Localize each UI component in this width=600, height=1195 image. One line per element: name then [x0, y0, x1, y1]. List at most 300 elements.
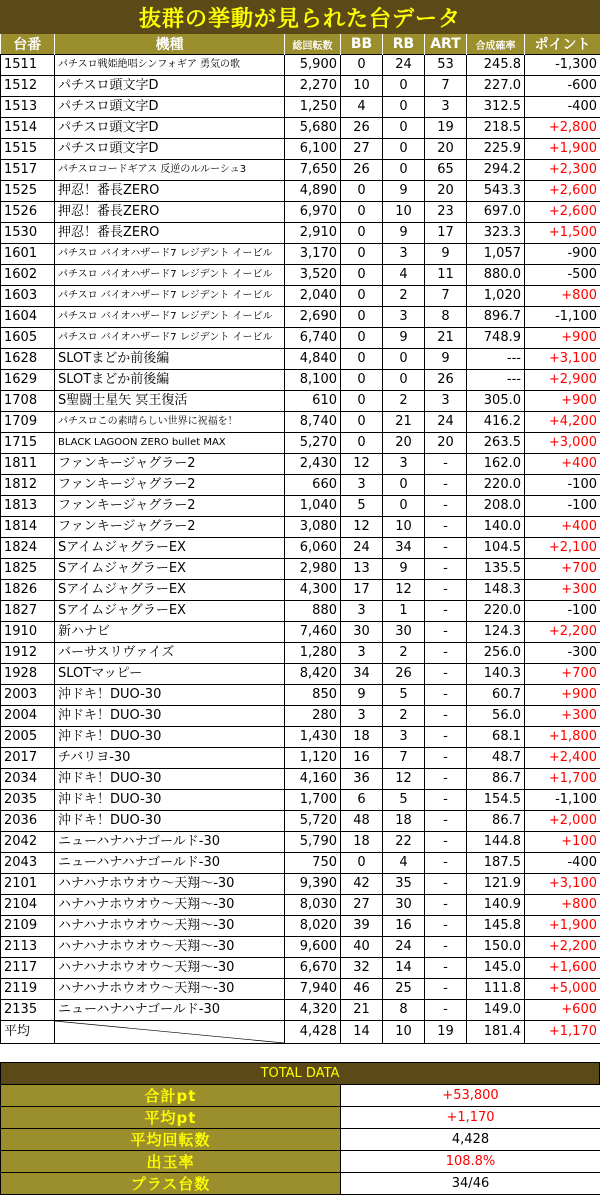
row-rb: 22	[383, 832, 425, 853]
row-art: -	[425, 727, 467, 748]
row-spins: 6,670	[285, 958, 341, 979]
total-row	[1, 1085, 600, 1107]
row-bb: 21	[341, 1000, 383, 1021]
row-point: +1,700	[525, 769, 600, 790]
row-spins: 1,700	[285, 790, 341, 811]
row-art: 20	[425, 433, 467, 454]
table-row	[1, 244, 600, 265]
row-rb: 4	[383, 853, 425, 874]
row-point: +2,900	[525, 370, 600, 391]
row-point: +2,300	[525, 160, 600, 181]
row-no: 1603	[1, 286, 55, 307]
row-art: -	[425, 580, 467, 601]
row-bb: 5	[341, 496, 383, 517]
table-row	[1, 517, 600, 538]
row-bb: 0	[341, 265, 383, 286]
row-machine-name: SアイムジャグラーEX	[55, 538, 285, 559]
header-rb: RB	[383, 34, 425, 55]
row-bb: 12	[341, 517, 383, 538]
table-row	[1, 979, 600, 1000]
row-no: 1526	[1, 202, 55, 223]
row-machine-name: ファンキージャグラー2	[55, 475, 285, 496]
table-row	[1, 181, 600, 202]
row-machine-name: パチスロコードギアス 反逆のルルーシュ3	[55, 160, 285, 181]
row-rb: 2	[383, 391, 425, 412]
row-machine-name: ハナハナホウオウ～天翔～-30	[55, 937, 285, 958]
average-label: 平均	[1, 1021, 55, 1044]
row-art: -	[425, 748, 467, 769]
table-row	[1, 307, 600, 328]
row-rate: 60.7	[467, 685, 525, 706]
row-machine-name: パチスロ頭文字D	[55, 97, 285, 118]
row-art: -	[425, 832, 467, 853]
row-rate: 220.0	[467, 601, 525, 622]
row-rb: 18	[383, 811, 425, 832]
row-rb: 26	[383, 664, 425, 685]
row-rb: 35	[383, 874, 425, 895]
row-art: 9	[425, 244, 467, 265]
row-spins: 4,840	[285, 349, 341, 370]
table-row	[1, 643, 600, 664]
row-no: 1512	[1, 76, 55, 97]
row-spins: 8,420	[285, 664, 341, 685]
table-row	[1, 685, 600, 706]
average-row	[1, 1021, 600, 1044]
row-spins: 2,270	[285, 76, 341, 97]
row-art: -	[425, 643, 467, 664]
table-row	[1, 622, 600, 643]
row-spins: 1,040	[285, 496, 341, 517]
row-rate: 121.9	[467, 874, 525, 895]
row-point: +700	[525, 664, 600, 685]
table-row	[1, 223, 600, 244]
row-spins: 6,740	[285, 328, 341, 349]
row-point: +2,200	[525, 937, 600, 958]
row-machine-name: ファンキージャグラー2	[55, 496, 285, 517]
row-machine-name: パチスロ バイオハザード7 レジデント イービル	[55, 244, 285, 265]
row-machine-name: ニューハナハナゴールド-30	[55, 853, 285, 874]
row-point: +4,200	[525, 412, 600, 433]
row-point: -400	[525, 97, 600, 118]
row-art: -	[425, 496, 467, 517]
row-machine-name: SLOTまどか前後編	[55, 370, 285, 391]
row-rate: 86.7	[467, 769, 525, 790]
row-point: -100	[525, 601, 600, 622]
row-no: 2005	[1, 727, 55, 748]
row-bb: 26	[341, 160, 383, 181]
row-bb: 16	[341, 748, 383, 769]
row-machine-name: ニューハナハナゴールド-30	[55, 832, 285, 853]
table-row	[1, 1000, 600, 1021]
table-row	[1, 328, 600, 349]
table-row	[1, 559, 600, 580]
row-no: 1910	[1, 622, 55, 643]
row-machine-name: パチスロこの素晴らしい世界に祝福を！	[55, 412, 285, 433]
table-row	[1, 958, 600, 979]
table-row	[1, 832, 600, 853]
total-value: +53,800	[341, 1085, 600, 1107]
row-spins: 1,280	[285, 643, 341, 664]
row-bb: 0	[341, 181, 383, 202]
table-row	[1, 391, 600, 412]
row-bb: 0	[341, 433, 383, 454]
row-no: 2135	[1, 1000, 55, 1021]
row-rb: 0	[383, 349, 425, 370]
row-rb: 24	[383, 937, 425, 958]
row-rb: 3	[383, 244, 425, 265]
row-point: -100	[525, 496, 600, 517]
header-no: 台番	[1, 34, 55, 55]
row-rate: 697.0	[467, 202, 525, 223]
row-point: +700	[525, 559, 600, 580]
row-machine-name: パチスロ バイオハザード7 レジデント イービル	[55, 265, 285, 286]
row-spins: 1,120	[285, 748, 341, 769]
row-spins: 8,030	[285, 895, 341, 916]
row-art: -	[425, 979, 467, 1000]
row-art: 3	[425, 97, 467, 118]
row-no: 2042	[1, 832, 55, 853]
row-point: +1,500	[525, 223, 600, 244]
header-rate: 合成確率	[467, 34, 525, 55]
row-no: 2034	[1, 769, 55, 790]
row-machine-name: ハナハナホウオウ～天翔～-30	[55, 979, 285, 1000]
row-machine-name: BLACK LAGOON ZERO bullet MAX	[55, 433, 285, 454]
row-no: 1530	[1, 223, 55, 244]
row-art: -	[425, 874, 467, 895]
row-rate: 144.8	[467, 832, 525, 853]
row-no: 1628	[1, 349, 55, 370]
row-spins: 6,970	[285, 202, 341, 223]
row-spins: 5,790	[285, 832, 341, 853]
row-bb: 0	[341, 349, 383, 370]
row-point: +2,600	[525, 181, 600, 202]
row-art: 20	[425, 181, 467, 202]
row-point: +400	[525, 454, 600, 475]
row-rb: 16	[383, 916, 425, 937]
row-bb: 40	[341, 937, 383, 958]
table-row	[1, 916, 600, 937]
row-rb: 0	[383, 118, 425, 139]
row-rate: ---	[467, 370, 525, 391]
table-row	[1, 706, 600, 727]
row-rate: 323.3	[467, 223, 525, 244]
row-rate: 227.0	[467, 76, 525, 97]
row-point: -300	[525, 643, 600, 664]
row-no: 1513	[1, 97, 55, 118]
total-label: 出玉率	[1, 1151, 341, 1173]
row-rb: 7	[383, 748, 425, 769]
row-art: 20	[425, 139, 467, 160]
row-rb: 34	[383, 538, 425, 559]
row-bb: 34	[341, 664, 383, 685]
table-row	[1, 97, 600, 118]
row-machine-name: SアイムジャグラーEX	[55, 601, 285, 622]
row-bb: 0	[341, 223, 383, 244]
row-no: 2113	[1, 937, 55, 958]
row-spins: 7,650	[285, 160, 341, 181]
row-art: -	[425, 622, 467, 643]
table-row	[1, 433, 600, 454]
total-label: 平均回転数	[1, 1129, 341, 1151]
row-bb: 46	[341, 979, 383, 1000]
row-bb: 0	[341, 55, 383, 76]
row-no: 2117	[1, 958, 55, 979]
row-spins: 2,040	[285, 286, 341, 307]
row-rate: 187.5	[467, 853, 525, 874]
row-bb: 0	[341, 244, 383, 265]
row-rate: 48.7	[467, 748, 525, 769]
row-machine-name: 新ハナビ	[55, 622, 285, 643]
row-no: 1511	[1, 55, 55, 76]
row-no: 2003	[1, 685, 55, 706]
row-art: -	[425, 895, 467, 916]
row-bb: 24	[341, 538, 383, 559]
row-rate: 86.7	[467, 811, 525, 832]
row-rb: 14	[383, 958, 425, 979]
row-no: 1517	[1, 160, 55, 181]
table-body	[1, 55, 600, 1021]
row-no: 1514	[1, 118, 55, 139]
row-point: +2,000	[525, 811, 600, 832]
row-rate: 124.3	[467, 622, 525, 643]
row-point: -900	[525, 244, 600, 265]
row-rb: 2	[383, 706, 425, 727]
row-spins: 2,910	[285, 223, 341, 244]
row-bb: 27	[341, 139, 383, 160]
row-rate: 149.0	[467, 1000, 525, 1021]
row-art: -	[425, 790, 467, 811]
table-row	[1, 853, 600, 874]
row-spins: 5,900	[285, 55, 341, 76]
row-point: +600	[525, 1000, 600, 1021]
row-rate: 1,057	[467, 244, 525, 265]
row-machine-name: 沖ドキ！DUO-30	[55, 727, 285, 748]
table-row	[1, 76, 600, 97]
row-rate: 150.0	[467, 937, 525, 958]
table-row	[1, 811, 600, 832]
row-rb: 30	[383, 895, 425, 916]
row-rate: 68.1	[467, 727, 525, 748]
row-no: 2004	[1, 706, 55, 727]
row-bb: 0	[341, 307, 383, 328]
row-art: -	[425, 454, 467, 475]
average-bb: 14	[341, 1021, 383, 1044]
row-art: -	[425, 685, 467, 706]
header-art: ART	[425, 34, 467, 55]
row-bb: 9	[341, 685, 383, 706]
row-spins: 610	[285, 391, 341, 412]
total-value: 4,428	[341, 1129, 600, 1151]
average-spins: 4,428	[285, 1021, 341, 1044]
row-rate: 220.0	[467, 475, 525, 496]
row-rb: 0	[383, 475, 425, 496]
row-bb: 48	[341, 811, 383, 832]
row-bb: 6	[341, 790, 383, 811]
row-rb: 24	[383, 55, 425, 76]
row-spins: 2,690	[285, 307, 341, 328]
row-no: 1826	[1, 580, 55, 601]
row-art: 53	[425, 55, 467, 76]
row-art: 65	[425, 160, 467, 181]
row-spins: 4,890	[285, 181, 341, 202]
row-rate: 135.5	[467, 559, 525, 580]
average-rate: 181.4	[467, 1021, 525, 1044]
row-point: -400	[525, 853, 600, 874]
row-point: +1,900	[525, 139, 600, 160]
row-machine-name: 沖ドキ！DUO-30	[55, 790, 285, 811]
row-machine-name: S聖闘士星矢 冥王復活	[55, 391, 285, 412]
row-bb: 3	[341, 643, 383, 664]
row-point: -100	[525, 475, 600, 496]
row-machine-name: 押忍！番長ZERO	[55, 223, 285, 244]
row-point: +300	[525, 580, 600, 601]
table-row	[1, 475, 600, 496]
row-spins: 4,320	[285, 1000, 341, 1021]
row-bb: 3	[341, 475, 383, 496]
row-art: 7	[425, 286, 467, 307]
row-spins: 280	[285, 706, 341, 727]
row-rate: 218.5	[467, 118, 525, 139]
row-bb: 26	[341, 118, 383, 139]
row-bb: 30	[341, 622, 383, 643]
row-no: 2017	[1, 748, 55, 769]
row-machine-name: SLOTマッピー	[55, 664, 285, 685]
row-spins: 6,100	[285, 139, 341, 160]
row-rate: 208.0	[467, 496, 525, 517]
total-row	[1, 1151, 600, 1173]
row-rate: 148.3	[467, 580, 525, 601]
row-rate: 543.3	[467, 181, 525, 202]
row-rate: 880.0	[467, 265, 525, 286]
row-point: +800	[525, 286, 600, 307]
row-machine-name: パチスロ頭文字D	[55, 139, 285, 160]
row-spins: 6,060	[285, 538, 341, 559]
total-value: 34/46	[341, 1173, 600, 1195]
table-row	[1, 937, 600, 958]
row-art: -	[425, 475, 467, 496]
row-rate: 1,020	[467, 286, 525, 307]
row-no: 1825	[1, 559, 55, 580]
row-bb: 0	[341, 412, 383, 433]
row-no: 1629	[1, 370, 55, 391]
row-machine-name: ハナハナホウオウ～天翔～-30	[55, 895, 285, 916]
row-point: -1,300	[525, 55, 600, 76]
row-machine-name: パチスロ バイオハザード7 レジデント イービル	[55, 307, 285, 328]
row-machine-name: ハナハナホウオウ～天翔～-30	[55, 916, 285, 937]
total-row	[1, 1129, 600, 1151]
row-spins: 9,390	[285, 874, 341, 895]
row-no: 1709	[1, 412, 55, 433]
row-spins: 1,430	[285, 727, 341, 748]
row-bb: 3	[341, 601, 383, 622]
row-point: +3,100	[525, 349, 600, 370]
row-bb: 17	[341, 580, 383, 601]
row-point: +900	[525, 328, 600, 349]
row-rate: 145.8	[467, 916, 525, 937]
table-row	[1, 349, 600, 370]
row-no: 2104	[1, 895, 55, 916]
row-rate: 294.2	[467, 160, 525, 181]
total-data-title: TOTAL DATA	[0, 1062, 600, 1085]
row-rate: 256.0	[467, 643, 525, 664]
row-art: 7	[425, 76, 467, 97]
row-art: -	[425, 937, 467, 958]
row-no: 1515	[1, 139, 55, 160]
row-point: +2,400	[525, 748, 600, 769]
total-value: +1,170	[341, 1107, 600, 1129]
row-art: -	[425, 517, 467, 538]
row-rb: 4	[383, 265, 425, 286]
row-spins: 1,250	[285, 97, 341, 118]
row-spins: 5,720	[285, 811, 341, 832]
row-spins: 880	[285, 601, 341, 622]
total-row	[1, 1173, 600, 1195]
row-machine-name: 沖ドキ！DUO-30	[55, 811, 285, 832]
row-rb: 0	[383, 160, 425, 181]
table-row	[1, 160, 600, 181]
row-machine-name: ファンキージャグラー2	[55, 517, 285, 538]
row-rate: 56.0	[467, 706, 525, 727]
header-row	[1, 34, 600, 55]
row-no: 2043	[1, 853, 55, 874]
row-spins: 4,160	[285, 769, 341, 790]
row-point: +5,000	[525, 979, 600, 1000]
row-spins: 850	[285, 685, 341, 706]
table-row	[1, 769, 600, 790]
row-rate: 748.9	[467, 328, 525, 349]
average-art: 19	[425, 1021, 467, 1044]
row-rb: 2	[383, 286, 425, 307]
row-art: 3	[425, 391, 467, 412]
table-row	[1, 286, 600, 307]
row-rb: 8	[383, 1000, 425, 1021]
row-machine-name: ハナハナホウオウ～天翔～-30	[55, 958, 285, 979]
table-row	[1, 370, 600, 391]
table-row	[1, 454, 600, 475]
row-point: +2,200	[525, 622, 600, 643]
table-row	[1, 412, 600, 433]
row-art: -	[425, 958, 467, 979]
row-rate: 245.8	[467, 55, 525, 76]
row-bb: 32	[341, 958, 383, 979]
row-machine-name: パチスロ戦姫絶唱シンフォギア 勇気の歌	[55, 55, 285, 76]
row-point: +900	[525, 685, 600, 706]
row-rate: 416.2	[467, 412, 525, 433]
row-rate: 225.9	[467, 139, 525, 160]
row-bb: 42	[341, 874, 383, 895]
row-spins: 2,430	[285, 454, 341, 475]
row-rb: 1	[383, 601, 425, 622]
table-row	[1, 139, 600, 160]
row-machine-name: SアイムジャグラーEX	[55, 559, 285, 580]
table-row	[1, 55, 600, 76]
row-no: 1812	[1, 475, 55, 496]
row-rate: 154.5	[467, 790, 525, 811]
row-bb: 0	[341, 328, 383, 349]
row-spins: 4,300	[285, 580, 341, 601]
row-spins: 3,520	[285, 265, 341, 286]
row-rb: 9	[383, 223, 425, 244]
row-spins: 8,740	[285, 412, 341, 433]
row-bb: 36	[341, 769, 383, 790]
row-no: 1814	[1, 517, 55, 538]
table-row	[1, 790, 600, 811]
row-rate: 111.8	[467, 979, 525, 1000]
row-point: +900	[525, 391, 600, 412]
page-title: 抜群の挙動が見られた台データ	[0, 0, 600, 34]
row-no: 1525	[1, 181, 55, 202]
row-no: 2109	[1, 916, 55, 937]
